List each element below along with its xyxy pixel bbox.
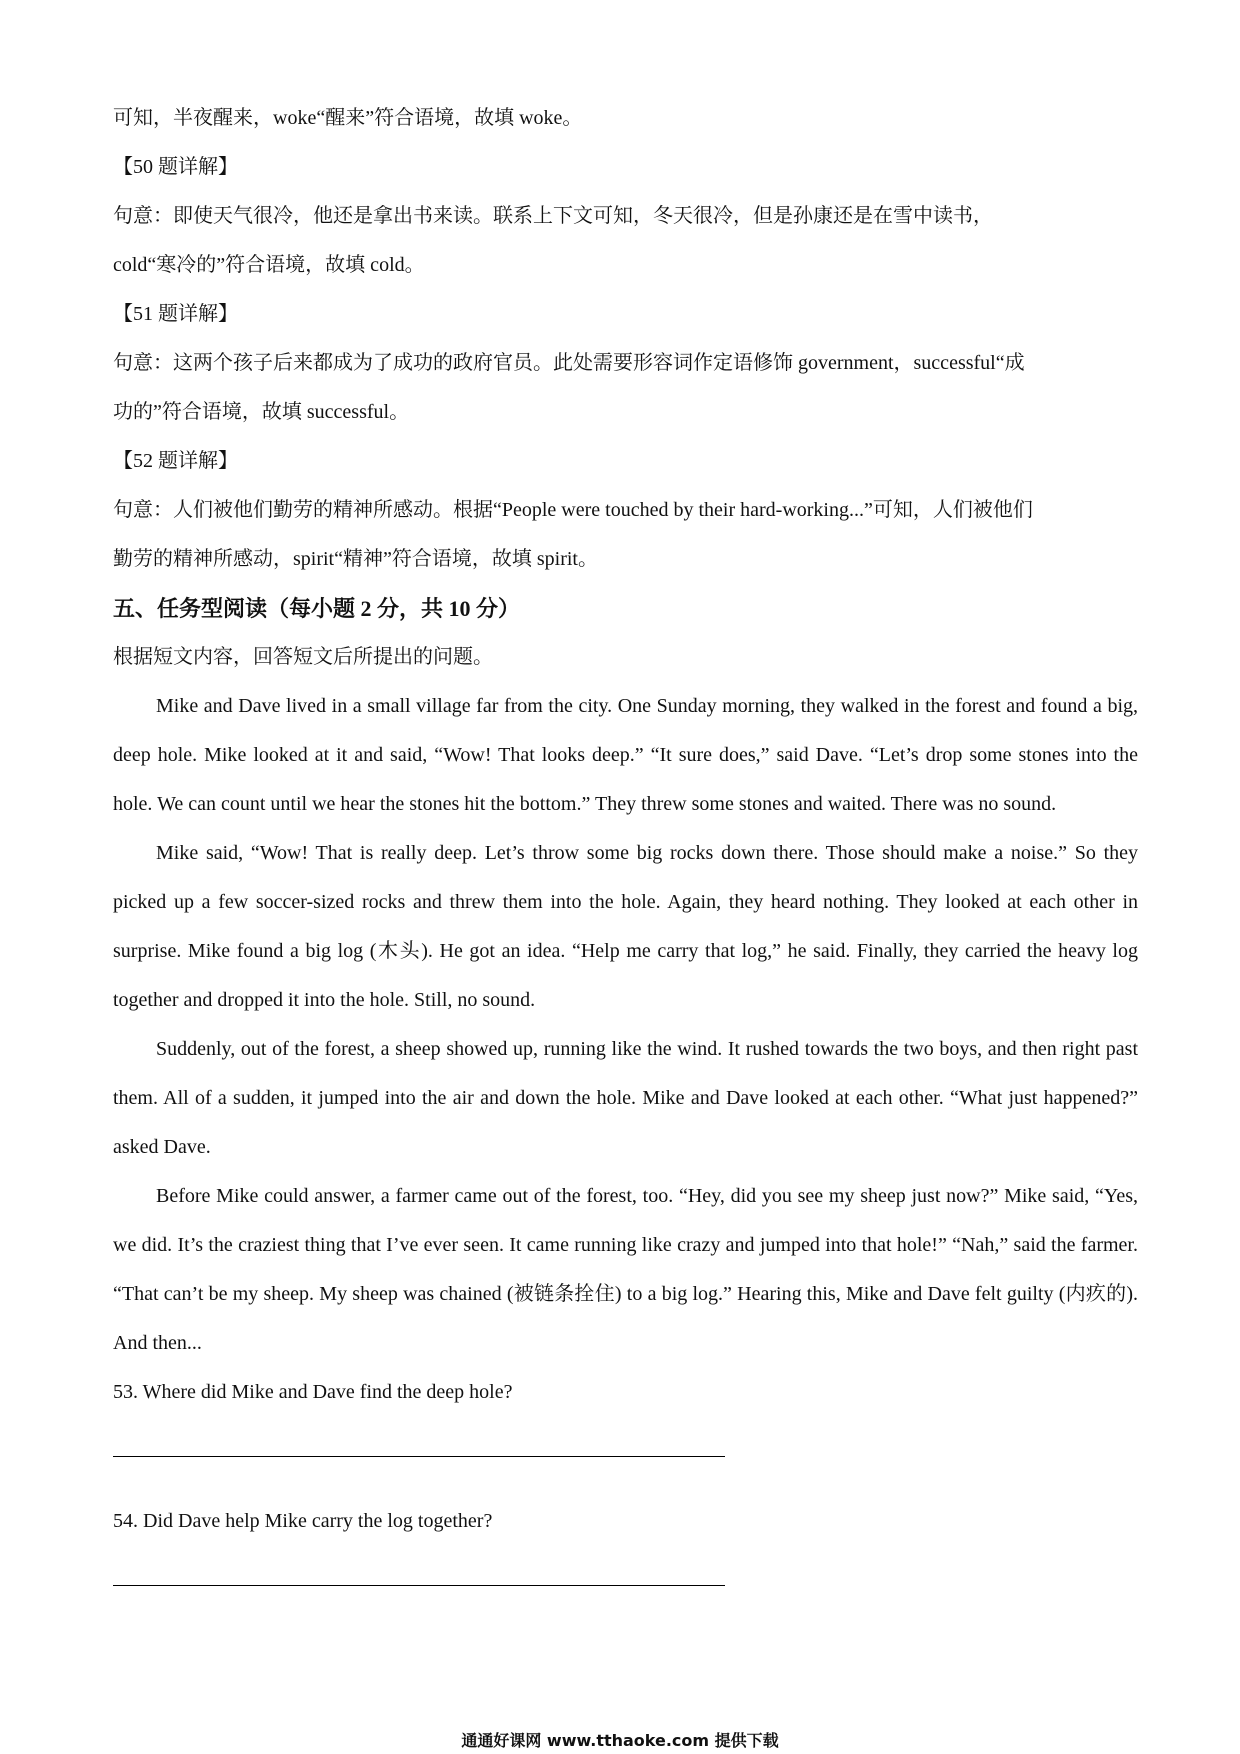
explanation-title: 【51 题详解】 (113, 303, 238, 325)
explanation-line: 功的”符合语境，故填 successful。 (113, 401, 410, 423)
section-heading: 五、任务型阅读（每小题 2 分，共 10 分） (113, 596, 521, 621)
question-54: 54. Did Dave help Mike carry the log together? (113, 1510, 493, 1532)
passage-paragraph: Before Mike could answer, a farmer came out of the forest, too. “Hey, did you see my sheep just now?” Mike said, “Yes, we did. It’s the craziest thing that I’ve ever seen. It came running like crazy and jumped into that hole!” “Nah,” said the farmer. “That can’t be my sheep. My sheep was chained (被链条拴住) to a big log.” Hearing this, Mike and Dave felt guilty (内疚的). And then... (113, 1185, 1138, 1354)
document-page (113, 94, 1138, 1626)
explanation-line: 句意：这两个孩子后来都成为了成功的政府官员。此处需要形容词作定语修饰 government，successful“成 (113, 352, 1025, 374)
reading-passage (113, 682, 1138, 1368)
explanation-52 (113, 437, 1138, 584)
passage-paragraph: Mike said, “Wow! That is really deep. Let’s throw some big rocks down there. Those should make a noise.” So they picked up a few soccer-sized rocks and threw them into the hole. Again, they heard nothing. They looked at each other in surprise. Mike found a big log (木头). He got an idea. “Help me carry that log,” he said. Finally, they carried the heavy log together and dropped it into the hole. Still, no sound. (113, 842, 1138, 1011)
previous-answer-tail: 可知，半夜醒来，woke“醒来”符合语境，故填 woke。 (113, 107, 583, 129)
explanation-line: 句意：人们被他们勤劳的精神所感动。根据“People were touched by their hard-working...”可知，人们被他们 (113, 499, 1033, 521)
question-53: 53. Where did Mike and Dave find the deep hole? (113, 1381, 513, 1403)
passage-paragraph: Suddenly, out of the forest, a sheep showed up, running like the wind. It rushed towards the two boys, and then right past them. All of a sudden, it jumped into the air and down the hole. Mike and Dave looked at each other. “What just happened?” asked Dave. (113, 1038, 1138, 1158)
explanation-title: 【52 题详解】 (113, 450, 238, 472)
page-footer: 通通好课网 www.tthaoke.com 提供下载 (461, 1731, 779, 1750)
explanation-line: 勤劳的精神所感动，spirit“精神”符合语境，故填 spirit。 (113, 548, 598, 570)
passage-paragraph: Mike and Dave lived in a small village far from the city. One Sunday morning, they walked in the forest and found a big, deep hole. Mike looked at it and said, “Wow! That looks deep.” “It sure does,” said Dave. “Let’s drop some stones into the hole. We can count until we hear the stones hit the bottom.” They threw some stones and waited. There was no sound. (113, 695, 1138, 815)
explanation-51 (113, 290, 1138, 437)
answer-line-54[interactable] (113, 1585, 725, 1586)
explanation-title: 【50 题详解】 (113, 156, 238, 178)
explanation-line: cold“寒冷的”符合语境，故填 cold。 (113, 254, 425, 276)
explanation-line: 句意：即使天气很冷，他还是拿出书来读。联系上下文可知，冬天很冷，但是孙康还是在雪中读书， (113, 205, 993, 227)
answer-line-53[interactable] (113, 1456, 725, 1457)
section-instruction: 根据短文内容，回答短文后所提出的问题。 (113, 646, 493, 668)
explanation-50 (113, 143, 1138, 290)
